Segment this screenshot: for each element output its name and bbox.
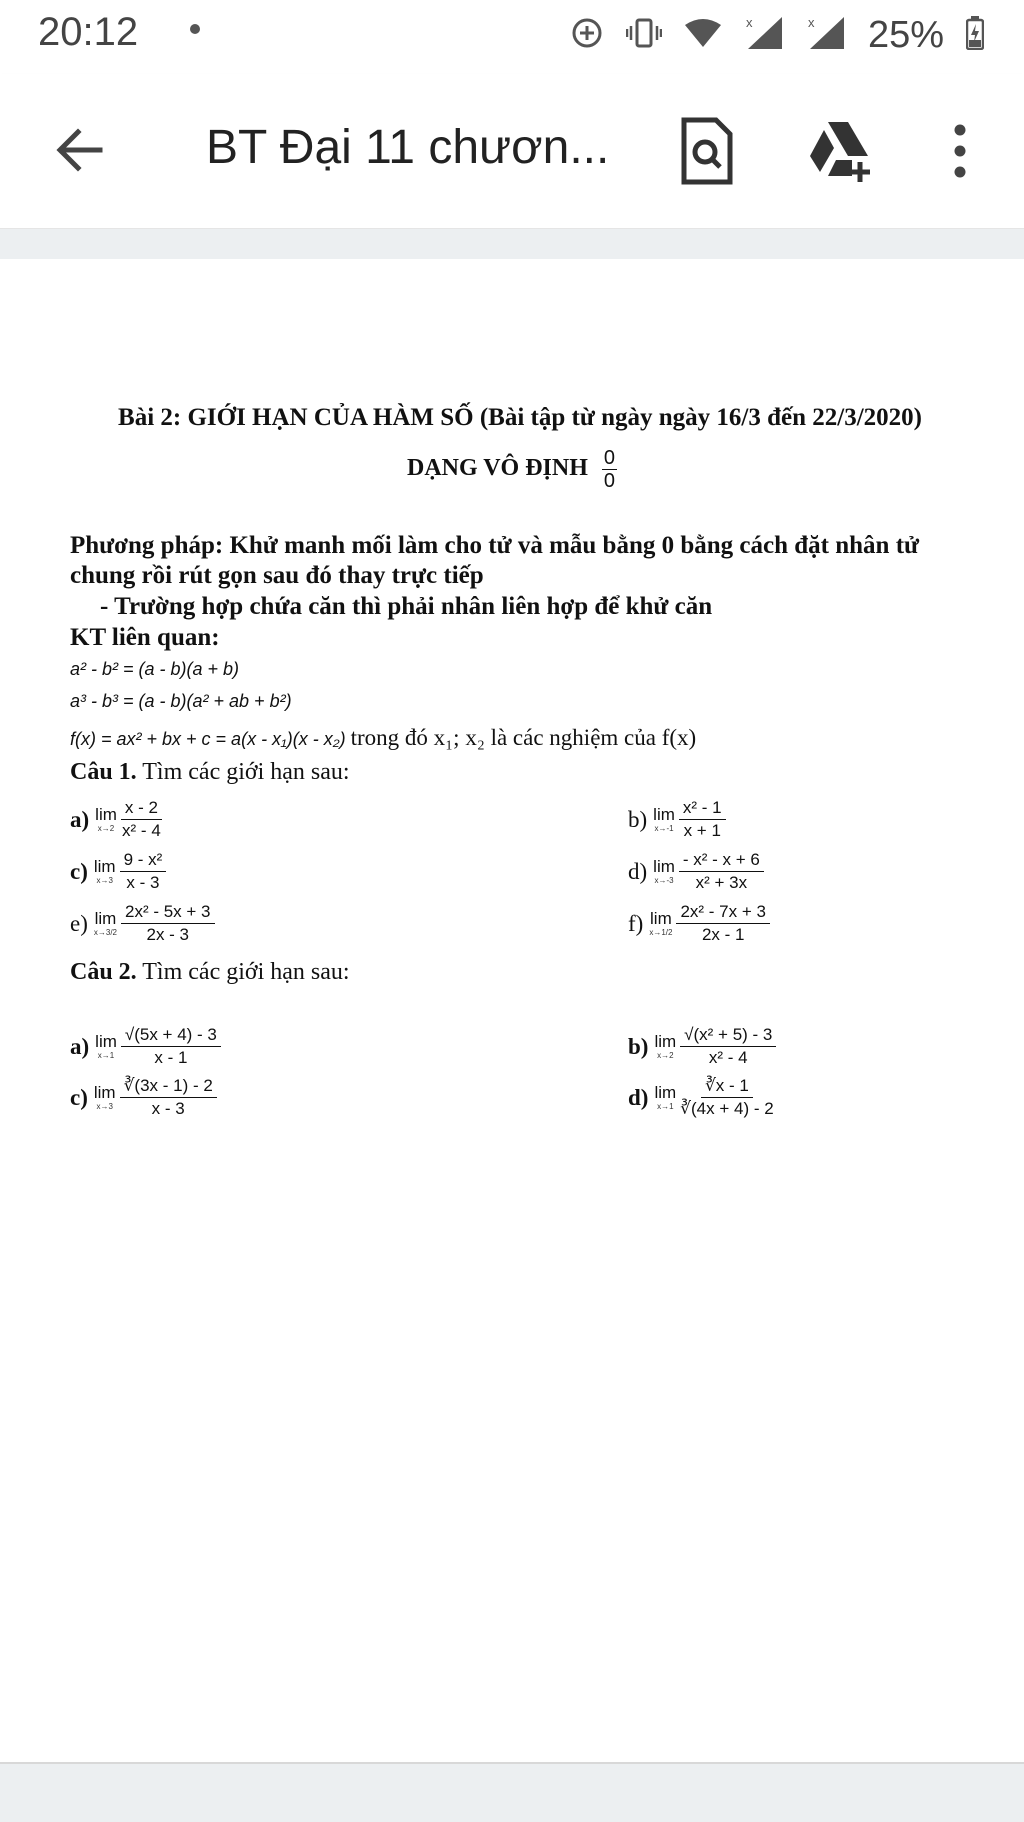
- limit-approach: x→-1: [654, 824, 674, 833]
- bottom-page-separator: [0, 1762, 1024, 1822]
- q1-item-f-label: f): [628, 910, 644, 936]
- formula-quadratic-factor: [70, 725, 696, 751]
- denominator: x - 3: [126, 873, 160, 892]
- arrow-back-icon: [50, 120, 110, 180]
- signal-icon-1: [744, 15, 784, 56]
- denominator: 2x - 1: [701, 925, 745, 944]
- formula-quadratic-note: trong đó x₁; x₂ là các nghiệm của f(x): [350, 725, 697, 750]
- limit-approach: x→1: [657, 1102, 674, 1111]
- q2-item-c-label: c): [70, 1084, 88, 1110]
- numerator: 9 - x²: [120, 849, 167, 872]
- more-options-button[interactable]: [940, 116, 980, 186]
- question-2-title: [70, 959, 350, 986]
- lim-word: lim: [95, 1032, 117, 1051]
- numerator: x - 2: [121, 797, 162, 820]
- numerator: 2x² - 7x + 3: [676, 901, 770, 924]
- denominator: x - 3: [151, 1099, 185, 1118]
- numerator: - x² - x + 6: [679, 849, 764, 872]
- q2-item-b: [628, 1024, 776, 1069]
- q2-item-a-fraction: [121, 1024, 221, 1069]
- denominator: ∛(4x + 4) - 2: [680, 1099, 774, 1118]
- limit-operator: [653, 858, 675, 885]
- q2-item-c: [70, 1075, 217, 1120]
- q1-item-d-label: d): [628, 858, 648, 884]
- numerator: √(x² + 5) - 3: [680, 1024, 776, 1047]
- q1-item-b: [628, 797, 726, 842]
- limit-operator: [94, 910, 117, 937]
- question-1-text: Tìm các giới hạn sau:: [142, 759, 350, 785]
- subheading: [0, 447, 1024, 492]
- data-saver-icon: [570, 16, 604, 55]
- limit-approach: x→3: [96, 1102, 113, 1111]
- lim-word: lim: [653, 857, 675, 876]
- radical-case-note: - Trường hợp chứa căn thì phải nhân liên hợp để khử căn: [100, 593, 713, 620]
- limit-approach: x→1/2: [649, 928, 673, 937]
- method-paragraph: Phương pháp: Khử manh mối làm cho tử và mẫu bằng 0 bằng cách đặt nhân tử chung rồi rút gọn sau đó thay trực tiếp: [70, 532, 920, 589]
- battery-percentage: 25%: [867, 13, 944, 56]
- q1-item-b-label: b): [628, 806, 648, 832]
- q2-item-c-fraction: [120, 1075, 217, 1120]
- page-separator: [0, 229, 1024, 259]
- battery-icon: [966, 16, 984, 55]
- svg-text:x: x: [807, 14, 815, 30]
- q1-item-c: [70, 849, 166, 894]
- related-knowledge-heading: KT liên quan:: [70, 624, 220, 651]
- exercise-heading: Bài 2: GIỚI HẠN CỦA HÀM SỐ (Bài tập từ ngày ngày 16/3 đến 22/3/2020): [118, 404, 922, 431]
- lim-word: lim: [93, 1083, 116, 1102]
- status-time: 20:12: [38, 10, 139, 54]
- vibrate-icon: [626, 16, 662, 55]
- lim-word: lim: [94, 909, 117, 928]
- zero-over-zero: [602, 447, 617, 492]
- limit-approach: x→2: [657, 1051, 674, 1060]
- svg-text:x: x: [745, 14, 753, 30]
- q1-item-e: [70, 901, 215, 946]
- denominator: x² - 4: [708, 1048, 748, 1067]
- limit-operator: [654, 1033, 676, 1060]
- limit-approach: x→-3: [654, 876, 674, 885]
- document-title: BT Đại 11 chươn...: [206, 121, 610, 174]
- document-page[interactable]: [0, 259, 1024, 1762]
- lim-word: lim: [650, 909, 672, 928]
- limit-approach: x→3/2: [93, 928, 117, 937]
- q1-item-e-label: e): [70, 910, 88, 936]
- lim-word: lim: [95, 805, 117, 824]
- numerator: ∛x - 1: [701, 1075, 753, 1098]
- zero-denominator: 0: [603, 470, 616, 492]
- q2-item-d: [628, 1075, 774, 1120]
- limit-operator: [94, 1084, 116, 1111]
- subheading-text: DẠNG VÔ ĐỊNH: [406, 455, 588, 482]
- denominator: 2x - 3: [146, 925, 190, 944]
- limit-operator: [649, 910, 672, 937]
- q2-item-d-fraction: [680, 1075, 774, 1120]
- more-vert-icon: [940, 116, 980, 186]
- q2-item-d-label: d): [628, 1084, 649, 1110]
- limit-operator: [654, 1084, 676, 1111]
- q2-item-a: [70, 1024, 221, 1069]
- find-in-document-button[interactable]: [676, 116, 736, 186]
- limit-approach: x→2: [97, 824, 115, 833]
- numerator: √(5x + 4) - 3: [121, 1024, 221, 1047]
- lim-word: lim: [654, 1083, 677, 1102]
- q1-item-c-fraction: [120, 849, 167, 894]
- limit-operator: [95, 806, 117, 833]
- denominator: x² + 3x: [695, 873, 748, 892]
- q2-item-a-label: a): [70, 1033, 90, 1059]
- limit-approach: x→1: [97, 1051, 115, 1060]
- notification-dot-icon: [190, 24, 200, 34]
- signal-icon-2: [806, 15, 846, 56]
- app-bar: [0, 74, 1024, 229]
- q1-item-d-fraction: [679, 849, 764, 894]
- q1-item-a: [70, 797, 162, 842]
- add-to-drive-button[interactable]: [806, 116, 876, 186]
- question-1-label: Câu 1.: [70, 759, 137, 785]
- back-button[interactable]: [50, 120, 110, 180]
- q1-item-f-fraction: [676, 901, 770, 946]
- status-icons: [570, 10, 984, 60]
- q1-item-c-label: c): [70, 858, 88, 884]
- lim-word: lim: [93, 857, 116, 876]
- q1-item-a-fraction: [121, 797, 162, 842]
- find-in-page-icon: [676, 116, 736, 186]
- wifi-icon: [684, 17, 722, 54]
- formula-quadratic-text: f(x) = ax² + bx + c = a(x - x₁)(x - x₂): [70, 729, 346, 749]
- denominator: x - 1: [154, 1048, 188, 1067]
- limit-operator: [653, 806, 675, 833]
- limit-operator: [95, 1033, 117, 1060]
- status-bar: [0, 0, 1024, 74]
- numerator: x² - 1: [679, 797, 726, 820]
- denominator: x² - 4: [122, 821, 161, 840]
- lim-word: lim: [653, 805, 675, 824]
- limit-approach: x→3: [96, 876, 113, 885]
- q1-item-e-fraction: [121, 901, 215, 946]
- question-2-text: Tìm các giới hạn sau:: [142, 959, 350, 985]
- question-1-title: [70, 759, 350, 786]
- numerator: ∛(3x - 1) - 2: [120, 1075, 217, 1098]
- formula-difference-of-squares: a² - b² = (a - b)(a + b): [70, 659, 240, 679]
- formula-difference-of-cubes: a³ - b³ = (a - b)(a² + ab + b²): [70, 691, 292, 711]
- q2-item-b-fraction: [680, 1024, 776, 1069]
- numerator: 2x² - 5x + 3: [121, 901, 215, 924]
- q2-item-b-label: b): [628, 1033, 649, 1059]
- question-2-label: Câu 2.: [70, 959, 137, 985]
- q1-item-f: [628, 901, 770, 946]
- q1-item-a-label: a): [70, 806, 90, 832]
- add-to-drive-icon: [806, 116, 876, 186]
- zero-numerator: 0: [603, 447, 616, 469]
- limit-operator: [94, 858, 116, 885]
- lim-word: lim: [654, 1032, 677, 1051]
- q1-item-d: [628, 849, 764, 894]
- denominator: x + 1: [683, 821, 721, 840]
- q1-item-b-fraction: [679, 797, 726, 842]
